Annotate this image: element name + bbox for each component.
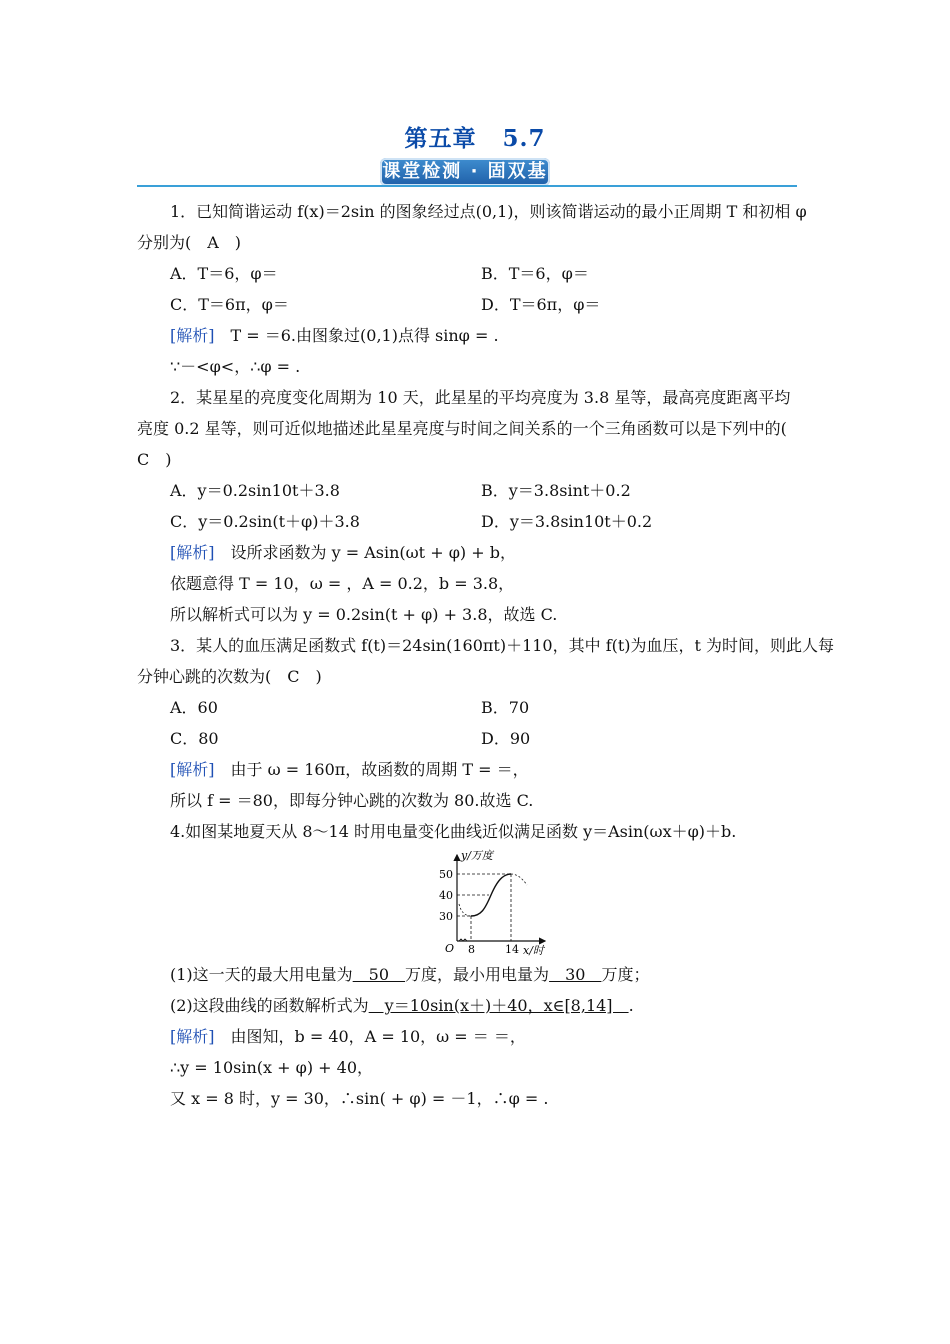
power-usage-graph bbox=[425, 849, 549, 957]
y-tick-40: 40 bbox=[439, 889, 453, 902]
q4-part1-prefix: (1)这一天的最大用电量为 bbox=[170, 965, 353, 984]
header-rule bbox=[137, 185, 797, 187]
q2-option-d: D．y＝3.8sin10t＋0.2 bbox=[481, 512, 653, 531]
q2-analysis-line3: 所以解析式可以为 y = 0.2sin(t + φ) + 3.8，故选 C. bbox=[170, 605, 558, 624]
q2-analysis-line1 bbox=[137, 537, 817, 568]
section-banner bbox=[380, 158, 550, 186]
q3-options-ab bbox=[137, 692, 817, 723]
q2-stem-line3: C ) bbox=[137, 450, 172, 469]
q4-part1-middle: 万度，最小用电量为 bbox=[405, 965, 550, 984]
q1-analysis-line2: ∵－<φ<，∴φ = . bbox=[170, 357, 301, 376]
q3-option-a: A．60 bbox=[170, 698, 218, 717]
q2-options-ab bbox=[137, 475, 817, 506]
x-tick-14: 14 bbox=[505, 943, 519, 956]
page-title bbox=[0, 120, 950, 153]
q2-stem-line2: 亮度 0.2 星等，则可近似地描述此星星亮度与时间之间关系的一个三角函数可以是下列中的( bbox=[137, 419, 787, 438]
analysis-label: [解析] bbox=[170, 326, 215, 345]
q4-answer-function: y＝10sin(x＋)＋40，x∈[8,14] bbox=[368, 996, 629, 1015]
q1-option-b: B．T＝6，φ＝ bbox=[481, 264, 589, 283]
analysis-label: [解析] bbox=[170, 543, 215, 562]
q3-options-cd bbox=[137, 723, 817, 754]
q1-option-a: A．T＝6，φ＝ bbox=[170, 264, 278, 283]
q4-part2 bbox=[137, 990, 817, 1021]
q3-stem-line2: 分钟心跳的次数为( C ) bbox=[137, 667, 322, 686]
q4-stem: 4.如图某地夏天从 8～14 时用电量变化曲线近似满足函数 y＝Asin(ωx＋φ)＋b. bbox=[170, 822, 737, 841]
y-tick-30: 30 bbox=[439, 910, 453, 923]
q2-options-cd bbox=[137, 506, 817, 537]
q1-stem-line2: 分别为( A ) bbox=[137, 233, 242, 252]
q1-option-c: C．T＝6π，φ＝ bbox=[170, 295, 289, 314]
q2-analysis-text1: 设所求函数为 y = Asin(ωt + φ) + b， bbox=[214, 543, 516, 562]
x-tick-8: 8 bbox=[468, 943, 475, 956]
q3-analysis-text1: 由于 ω = 160π，故函数的周期 T = ＝， bbox=[214, 760, 529, 779]
q1-stem-line1: 1．已知简谐运动 f(x)＝2sin 的图象经过点(0,1)，则该简谐运动的最小正周期 T 和初相 φ bbox=[170, 202, 807, 221]
x-axis-label: x/时 bbox=[523, 944, 544, 957]
q2-analysis-line2: 依题意得 T = 10，ω = ，A = 0.2，b = 3.8， bbox=[170, 574, 515, 593]
q2-option-b: B．y＝3.8sint＋0.2 bbox=[481, 481, 631, 500]
q3-option-b: B．70 bbox=[481, 698, 530, 717]
q1-options-ab bbox=[137, 258, 817, 289]
y-axis-label: y/万度 bbox=[461, 849, 493, 862]
q4-answer-max: 50 bbox=[352, 965, 406, 984]
q3-analysis-line1 bbox=[137, 754, 817, 785]
curve-extension-right bbox=[511, 874, 527, 885]
q4-analysis-line2: ∴y = 10sin(x + φ) + 40， bbox=[170, 1058, 374, 1077]
analysis-label: [解析] bbox=[170, 1027, 215, 1046]
q4-part1 bbox=[137, 959, 817, 990]
q4-answer-min: 30 bbox=[549, 965, 602, 984]
banner-text: 课堂检测 · 固双基 bbox=[382, 161, 548, 182]
q4-part2-suffix: . bbox=[628, 996, 634, 1015]
q1-options-cd bbox=[137, 289, 817, 320]
q3-stem-line1: 3．某人的血压满足函数式 f(t)＝24sin(160πt)＋110，其中 f(t)为血压，t 为时间，则此人每 bbox=[170, 636, 835, 655]
y-tick-50: 50 bbox=[439, 868, 453, 881]
curve-extension-left bbox=[459, 904, 471, 916]
q3-option-c: C．80 bbox=[170, 729, 219, 748]
q4-part1-suffix: 万度； bbox=[601, 965, 650, 984]
q4-analysis-line1 bbox=[137, 1021, 817, 1052]
q4-analysis-line3: 又 x = 8 时，y = 30，∴sin( + φ) = －1，∴φ = . bbox=[170, 1089, 549, 1108]
q3-option-d: D．90 bbox=[481, 729, 531, 748]
q2-option-c: C．y＝0.2sin(t＋φ)＋3.8 bbox=[170, 512, 360, 531]
section-label: 5.7 bbox=[502, 125, 546, 152]
q2-option-a: A．y＝0.2sin10t＋3.8 bbox=[170, 481, 340, 500]
q1-analysis-line1 bbox=[137, 320, 817, 351]
q2-stem-line1: 2．某星星的亮度变化周期为 10 天，此星星的平均亮度为 3.8 星等，最高亮度距离平均 bbox=[170, 388, 791, 407]
content-body bbox=[137, 196, 835, 1114]
q4-analysis-text1: 由图知，b = 40，A = 10，ω = ＝ ＝， bbox=[214, 1027, 526, 1046]
q1-analysis-text1: T = ＝6.由图象过(0,1)点得 sinφ = . bbox=[214, 326, 499, 345]
q4-figure bbox=[137, 847, 817, 959]
analysis-label: [解析] bbox=[170, 760, 215, 779]
q4-part2-prefix: (2)这段曲线的函数解析式为 bbox=[170, 996, 369, 1015]
q3-analysis-line2: 所以 f = ＝80，即每分钟心跳的次数为 80.故选 C. bbox=[170, 791, 534, 810]
q1-option-d: D．T＝6π，φ＝ bbox=[481, 295, 601, 314]
chapter-label: 第五章 bbox=[404, 125, 477, 152]
origin-label: O bbox=[445, 942, 455, 955]
